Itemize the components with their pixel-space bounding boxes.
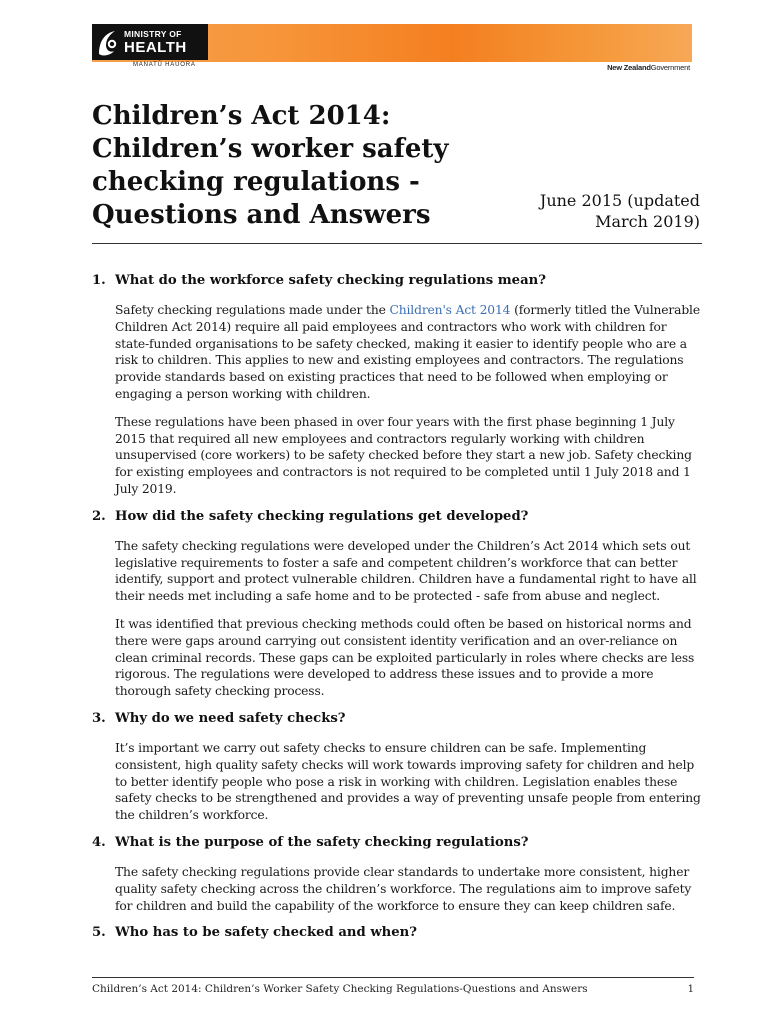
title-divider (92, 243, 702, 244)
page-number: 1 (687, 984, 694, 995)
answer-text: (formerly titled the Vulnerable Children Act 2014) require all paid employees and contractors who work with children for state-funded organisations to be safety checked, making it easier to identify people who are a risk to children. This applies to new and existing employees and contractors. The regulations provide standards based on existing practices that need to be followed when employing or engaging a person working with children. (115, 303, 700, 401)
footer-divider (92, 977, 694, 978)
date-line-1: June 2015 (updated (539, 191, 700, 210)
date-line-2: March 2019) (595, 212, 700, 231)
qa-content (92, 273, 704, 954)
qa-section-1 (92, 273, 704, 498)
answer-paragraph: The safety checking regulations provide clear standards to undertake more consistent, higher quality safety checking across the children’s workforce. The regulations aim to improve safety for children and build the capability of the workforce to ensure they can keep children safe. (115, 864, 692, 913)
logo-maori-name: MANATŪ HAUORA (133, 62, 196, 68)
govt-name-part1: New Zealand (607, 63, 651, 72)
childrens-act-link[interactable]: Children's Act 2014 (389, 303, 511, 317)
logo-ministry-text: MINISTRY OF (124, 29, 182, 39)
answer-paragraph: It was identified that previous checking methods could often be based on historical norms and there were gaps around carrying out consistent identity verification and an over-reliance on clean criminal records. These gaps can be exploited particularly in roles where checks are less rigorous. The regulations were developed to address these issues and to provide a more thorough safety checking process. (115, 616, 695, 699)
logo-health-text: HEALTH (124, 39, 187, 56)
nz-government-logo (607, 63, 690, 72)
publication-date (480, 190, 700, 232)
question-heading (92, 835, 704, 850)
question-text: What is the purpose of the safety checking regulations? (115, 834, 529, 850)
answer-paragraph: It’s important we carry out safety checks to ensure children can be safe. Implementing consistent, high quality safety checks will work towards improving safety for children and help to better identify people who pose a risk in working with children. Legislation enables these safety checks to be strengthened and provides a way of preventing unsafe people from entering the children’s workforce. (115, 740, 701, 823)
govt-name-part2: Government (650, 63, 690, 72)
question-text: Why do we need safety checks? (115, 710, 346, 726)
answer-paragraph: These regulations have been phased in over four years with the first phase beginning 1 July 2015 that required all new employees and contractors regularly working with children unsupervised (core workers) to be safety checked before they start a new job. Safety checking for existing employees and contractors is not required to be completed until 1 July 2018 and 1 July 2019. (115, 414, 692, 496)
qa-section-4 (92, 835, 704, 914)
question-number: 4. (92, 834, 106, 850)
qa-section-5 (92, 925, 704, 940)
document-title: Children’s Act 2014: Children’s worker safety checking regulations - Questions and Answers (92, 101, 449, 230)
qa-section-3 (92, 711, 704, 824)
question-heading (92, 925, 704, 940)
koru-icon (95, 27, 121, 57)
question-heading (92, 509, 704, 524)
question-number: 1. (92, 273, 106, 288)
answer-text: Safety checking regulations made under the (115, 303, 390, 317)
question-number: 3. (92, 710, 106, 726)
question-number: 2. (92, 508, 106, 524)
question-text: What do the workforce safety checking regulations mean? (115, 273, 546, 288)
question-text: How did the safety checking regulations get developed? (115, 508, 529, 524)
question-heading (92, 711, 704, 726)
question-heading (92, 273, 704, 288)
question-number: 5. (92, 925, 106, 941)
question-text: Who has to be safety checked and when? (115, 925, 417, 941)
answer-paragraph: The safety checking regulations were developed under the Children’s Act 2014 which sets out legislative requirements to foster a safe and competent children’s workforce that can better identify, support and protect vulnerable children. Children have a fundamental right to have all their needs met including a safe home and to be protected - safe from abuse and neglect. (115, 538, 697, 604)
answer-paragraph (115, 302, 704, 403)
ministry-logo[interactable] (92, 24, 208, 60)
qa-section-2 (92, 509, 704, 700)
footer-title: Children’s Act 2014: Children’s Worker Safety Checking Regulations-Questions and Answers (92, 983, 588, 995)
